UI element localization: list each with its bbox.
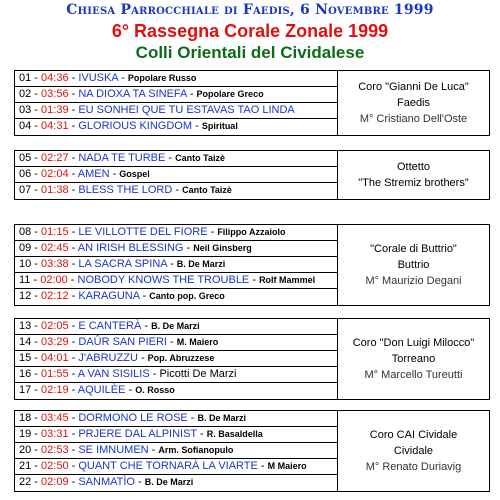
song-row: 03 - 01:39 - EU SONHEI QUE TU ESTAVAS TAO LINDA <box>15 103 337 119</box>
choir-info <box>338 151 489 199</box>
choir-town: Cividale <box>393 445 434 457</box>
choir-group-2 <box>14 150 490 200</box>
choir-town: Torreano <box>391 353 436 365</box>
song-row: 20 - 02:53 - SE IMNUMEN - Arm. Sofianopulo <box>15 443 337 459</box>
event-location-date: Chiesa Parrocchiale di Faedis, 6 Novembre 1999 <box>66 2 434 18</box>
song-row: 12 - 02:12 - KARAGUNA - Canto pop. Greco <box>19 290 225 302</box>
choir-director: M° Maurizio Degani <box>365 275 462 287</box>
song-row: 06 - 02:04 - AMEN - Gospel <box>15 167 337 183</box>
choir-group-4 <box>14 318 490 400</box>
song-row: 14 - 03:29 - DAÛR SAN PIERI - M. Maiero <box>15 335 337 351</box>
song-row: 10 - 03:38 - LA SACRA SPINA - B. De Marzi <box>15 257 337 273</box>
choir-group-5 <box>14 410 490 492</box>
choir-info <box>338 319 489 399</box>
song-list <box>15 411 338 491</box>
song-row: 22 - 02:09 - SANMATÌO - B. De Marzi <box>19 476 194 488</box>
choir-director: M° Cristiano Dell'Oste <box>359 113 468 125</box>
choir-town: Buttrio <box>397 259 430 271</box>
choir-name: Coro "Don Luigi Milocco" <box>352 337 475 349</box>
song-row: 16 - 01:55 - A VAN SISILIS - Picotti De Marzi <box>15 367 337 383</box>
song-row: 15 - 04:01 - J'ABRUZZU - Pop. Abruzzese <box>15 351 337 367</box>
choir-group-3 <box>14 224 490 306</box>
song-row: 09 - 02:45 - AN IRISH BLESSING - Neil Ginsberg <box>15 241 337 257</box>
song-row: 11 - 02:00 - NOBODY KNOWS THE TROUBLE - Rolf Mammel <box>15 273 337 289</box>
song-list <box>15 151 338 199</box>
song-row: 05 - 02:27 - NADA TE TURBE - Canto Taizè <box>15 151 337 167</box>
choir-director: M° Renato Duriavig <box>365 461 462 473</box>
choir-group-1 <box>14 70 490 136</box>
choir-town: Faedis <box>396 97 431 109</box>
choir-info <box>338 225 489 305</box>
choir-name: Coro CAI Cividale <box>369 429 458 441</box>
choir-town: "The Stremiz brothers" <box>358 177 469 189</box>
choir-director: M° Marcello Tureutti <box>364 369 463 381</box>
song-row: 07 - 01:38 - BLESS THE LORD - Canto Taizè <box>19 184 232 196</box>
choir-name: Ottetto <box>396 161 431 173</box>
event-title: 6° Rassegna Corale Zonale 1999 <box>111 21 389 41</box>
song-list <box>15 71 338 135</box>
song-row: 01 - 04:36 - IVUSKA - Popolare Russo <box>15 71 337 87</box>
song-row: 02 - 03:56 - NA DIOXA TA SINEFA - Popolare Greco <box>15 87 337 103</box>
song-list <box>15 225 338 305</box>
choir-name: Coro "Gianni De Luca" <box>358 81 469 93</box>
choir-info <box>338 71 489 135</box>
song-row: 18 - 03:45 - DORMONO LE ROSE - B. De Marzi <box>15 411 337 427</box>
choir-name: "Corale di Buttrio" <box>370 243 457 255</box>
song-list <box>15 319 338 399</box>
song-row: 19 - 03:31 - PRJERE DAL ALPINIST - R. Basaldella <box>15 427 337 443</box>
song-row: 17 - 02:19 - AQUILÈE - O. Rosso <box>19 384 175 396</box>
song-row: 13 - 02:05 - E CANTERÀ - B. De Marzi <box>15 319 337 335</box>
song-row: 04 - 04:31 - GLORIOUS KINGDOM - Spiritual <box>19 120 238 132</box>
choir-info <box>338 411 489 491</box>
event-subtitle: Colli Orientali del Cividalese <box>135 43 365 62</box>
song-row: 08 - 01:15 - LE VILLOTTE DEL FIORE - Filippo Azzaiolo <box>15 225 337 241</box>
song-row: 21 - 02:50 - QUANT CHE TORNARÀ LA VIARTE - M Maiero <box>15 459 337 475</box>
